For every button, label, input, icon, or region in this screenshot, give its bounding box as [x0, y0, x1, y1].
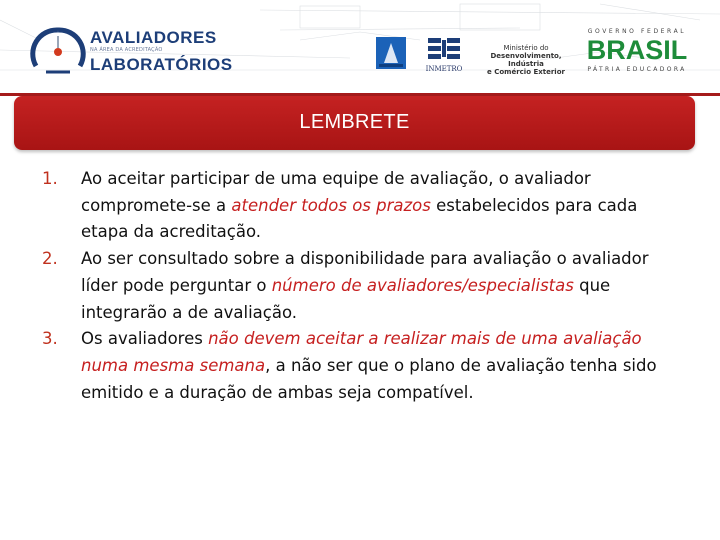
government-top-text: GOVERNO FEDERAL — [587, 28, 687, 35]
inmetro-logo — [422, 36, 466, 76]
logo-tagline: NA ÁREA DA ACREDITAÇÃO — [90, 47, 163, 53]
item-text: estabelecidos para cada etapa da acreditação. — [81, 195, 638, 242]
ministry-text — [472, 44, 580, 76]
header-band — [0, 0, 720, 92]
ministry-line: Ministério do — [503, 44, 549, 52]
item-text: que integrarão a de avaliação. — [81, 275, 611, 322]
item-text: Ao ser consultado sobre a disponibilidade para avaliação o avaliador líder pode perguntar o — [81, 249, 649, 295]
list-item — [42, 166, 682, 246]
item-text: Os avaliadores — [81, 329, 209, 349]
logo-line2: LABORATÓRIOS — [90, 55, 233, 74]
ministry-line: e Comércio Exterior — [487, 68, 565, 76]
laboratory-emblem-icon — [30, 22, 86, 80]
item-emphasis: atender todos os prazos — [231, 195, 431, 215]
item-number: 1. — [42, 169, 58, 188]
reminder-list — [42, 166, 682, 406]
inmetro-label: INMETRO — [425, 65, 463, 73]
item-emphasis: não devem aceitar a realizar mais de uma avaliação numa mesma semana — [81, 329, 642, 375]
item-number: 3. — [42, 329, 58, 349]
lembrete-banner — [14, 96, 695, 150]
banner-title: LEMBRETE — [299, 111, 410, 133]
item-number: 2. — [42, 249, 58, 269]
item-text: , a não ser que o plano de avaliação tenha sido emitido e a duração de ambas seja compatível. — [81, 355, 657, 402]
governo-federal-logo — [584, 28, 690, 78]
item-text: Ao aceitar participar de uma equipe de avaliação, o avaliador compromete-se a — [81, 169, 591, 215]
ministry-line: Desenvolvimento, Indústria — [490, 52, 562, 68]
brasil-wordmark: BRASIL — [586, 35, 688, 65]
list-item — [42, 326, 682, 406]
logo-line1: AVALIADORES — [90, 28, 217, 47]
inmetro-mark-icon — [422, 36, 466, 66]
item-emphasis: número de avaliadores/especialistas — [271, 275, 574, 295]
accreditation-seal-icon — [376, 37, 406, 69]
list-item — [42, 246, 682, 326]
government-bottom-text: PÁTRIA EDUCADORA — [587, 66, 687, 73]
avaliadores-laboratorios-logo — [30, 20, 240, 82]
